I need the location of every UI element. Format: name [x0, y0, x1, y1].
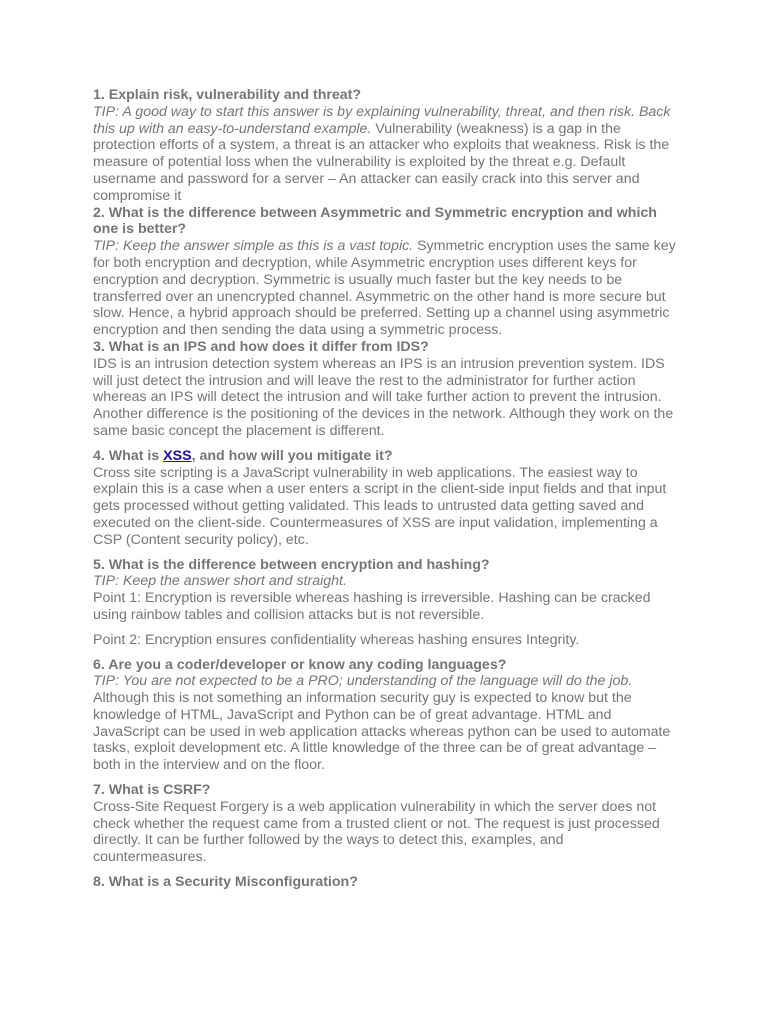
question-1-heading: 1. Explain risk, vulnerability and threat?: [93, 87, 362, 103]
question-3: [93, 339, 678, 440]
question-4-heading-post: , and how will you mitigate it?: [191, 447, 393, 464]
document-page: [93, 87, 678, 891]
question-4: [93, 448, 678, 549]
question-2-answer: [93, 238, 678, 339]
question-2-tip: TIP: Keep the answer simple as this is a vast topic.: [93, 238, 414, 255]
question-1-answer: [93, 104, 678, 205]
question-7: [93, 782, 678, 866]
question-8: [93, 874, 678, 891]
question-4-heading: [93, 448, 678, 465]
question-6: [93, 657, 678, 775]
question-4-heading-pre: 4. What is: [93, 447, 164, 464]
question-5-heading: 5. What is the difference between encryption and hashing?: [93, 556, 490, 573]
question-5-tip: TIP: Keep the answer short and straight.: [93, 573, 347, 590]
question-4-body: Cross site scripting is a JavaScript vulnerability in web applications. The easiest way to explain this is a case when a user enters a script in the client-side input fields and that input gets processed without getting validated. This leads to untrusted data getting saved and executed on the client-side. Countermeasures of XSS are input validation, implementing a CSP (Content security policy), etc.: [93, 464, 667, 548]
question-6-heading: 6. Are you a coder/developer or know any coding languages?: [93, 656, 507, 673]
xss-link[interactable]: XSS: [163, 447, 192, 464]
question-1-body: Vulnerability (weakness) is a gap in the protection efforts of a system, a threat is an attacker who exploits that weakness. Risk is the measure of potential loss when the vulnerability is exploited by the threat e.g. Default username and password for a server – An attacker can easily crack into this server and compromise it: [93, 120, 670, 204]
question-6-tip: TIP: You are not expected to be a PRO; understanding of the language will do the job.: [93, 673, 633, 690]
question-3-heading: 3. What is an IPS and how does it differ from IDS?: [93, 338, 429, 355]
question-1-tip: TIP: A good way to start this answer is by explaining vulnerability, threat, and then risk. Back this up with an easy-to-understand example.: [93, 103, 671, 137]
question-2-body: Symmetric encryption uses the same key for both encryption and decryption, while Asymmetric encryption uses different keys for encryption and decryption. Symmetric is usually much faster but the key needs to be transferred over an unencrypted channel. Asymmetric on the other hand is more secure but slow. Hence, a hybrid approach should be preferred. Setting up a channel using asymmetric encryption and then sending the data using a symmetric process.: [93, 238, 676, 339]
question-1: [93, 87, 678, 205]
question-2: [93, 205, 678, 339]
question-5: [93, 557, 678, 649]
question-3-body: IDS is an intrusion detection system whereas an IPS is an intrusion prevention system. IDS will just detect the intrusion and will leave the rest to the administrator for further action whereas an IPS will detect the intrusion and will take further action to prevent the intrusion. Another difference is the positioning of the devices in the network. Although they work on the same basic concept the placement is different.: [93, 355, 674, 439]
question-8-heading: 8. What is a Security Misconfiguration?: [93, 874, 358, 891]
question-5-point-2: Point 2: Encryption ensures confidentiality whereas hashing ensures Integrity.: [93, 631, 580, 648]
question-6-body: Although this is not something an information security guy is expected to know but the knowledge of HTML, JavaScript and Python can be of great advantage. HTML and JavaScript can be used in web application attacks whereas python can be used to automate tasks, exploit development etc. A little knowledge of the three can be of great advantage – both in the interview and on the floor.: [93, 690, 671, 774]
question-7-body: Cross-Site Request Forgery is a web application vulnerability in which the server does not check whether the request came from a trusted client or not. The request is just processed directly. It can be further followed by the ways to detect this, examples, and countermeasures.: [93, 798, 660, 866]
question-7-heading: 7. What is CSRF?: [93, 782, 211, 799]
question-2-heading: 2. What is the difference between Asymmetric and Symmetric encryption and which one is better?: [93, 204, 657, 238]
question-5-point-1: Point 1: Encryption is reversible whereas hashing is irreversible. Hashing can be cracked using rainbow tables and collision attacks but is not reversible.: [93, 590, 651, 623]
